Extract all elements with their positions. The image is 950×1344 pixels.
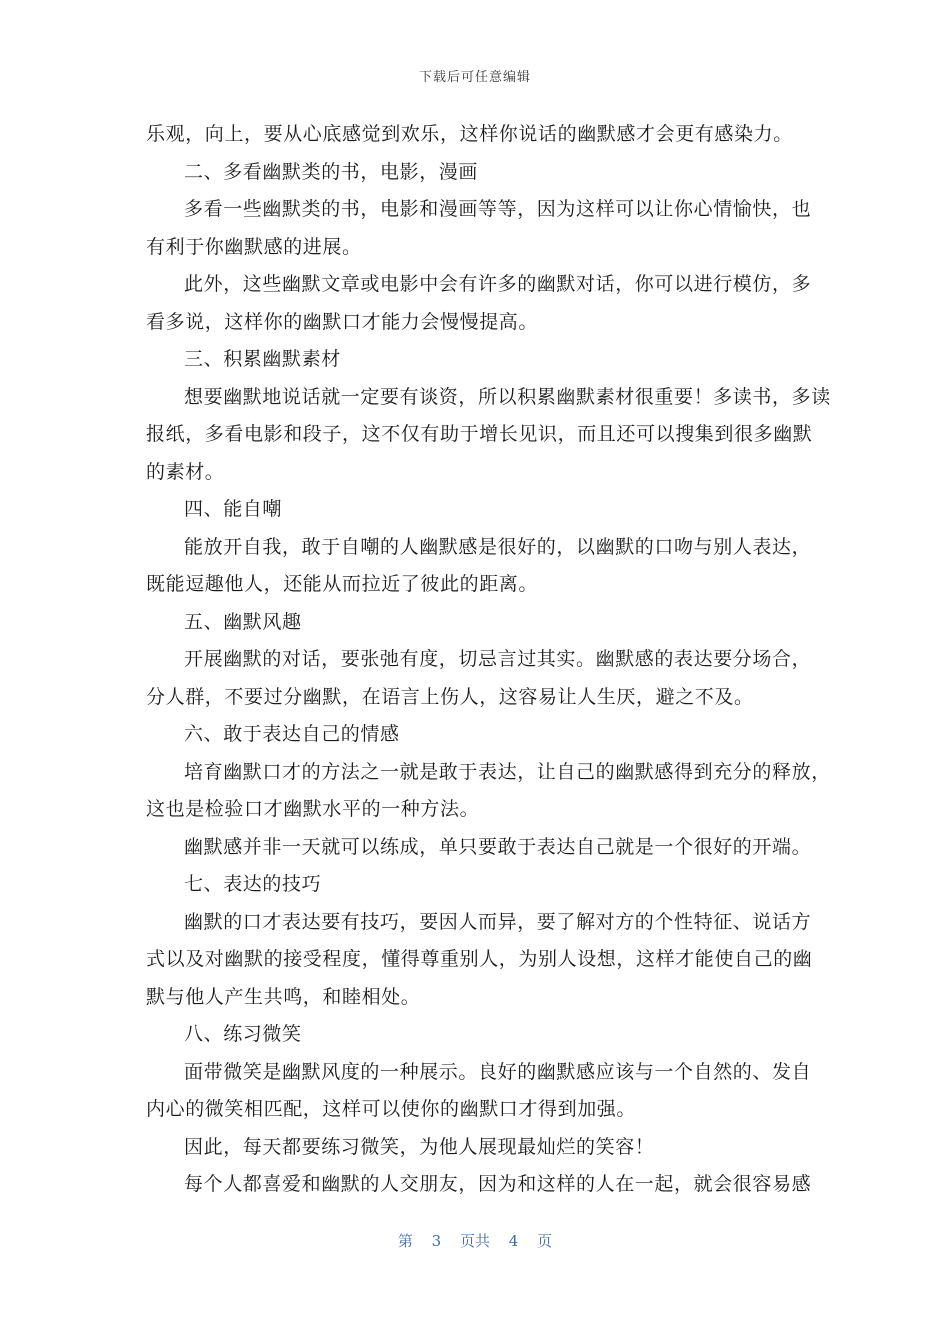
footer-suffix: 页: [537, 1232, 553, 1250]
footer-prefix: 第: [397, 1232, 413, 1250]
text-line: 式以及对幽默的接受程度，懂得尊重别人，为别人设想，这样才能使自己的幽: [146, 948, 813, 970]
footer-middle: 页共: [459, 1232, 490, 1250]
text-line: 幽默感并非一天就可以练成，单只要敢于表达自己就是一个很好的开端。: [184, 835, 812, 858]
text-line: 有利于你幽默感的进展。: [146, 235, 362, 258]
text-line: 内心的微笑相匹配，这样可以使你的幽默口才得到加强。: [146, 1098, 637, 1120]
text-line: 培育幽默口才的方法之一就是敢于表达，让自己的幽默感得到充分的释放，: [184, 760, 831, 783]
page-header: 下载后可任意编辑: [418, 70, 531, 85]
footer-total-pages: 4: [508, 1232, 519, 1250]
text-line: 七、表达的技巧: [184, 873, 322, 895]
text-line: 八、练习微笑: [184, 1023, 302, 1045]
text-line: 五、幽默风趣: [184, 610, 302, 633]
text-line: 开展幽默的对话，要张弛有度，切忌言过其实。幽默感的表达要分场合，: [184, 648, 812, 670]
page-footer: [0, 1230, 950, 1251]
text-line: 报纸，多看电影和段子，这不仅有助于增长见识，而且还可以搜集到很多幽默: [146, 423, 813, 445]
text-line: 四、能自嘲: [184, 498, 283, 520]
document-body: [146, 116, 831, 1204]
text-line: 这也是检验口才幽默水平的一种方法。: [146, 798, 480, 820]
text-line: 此外，这些幽默文章或电影中会有许多的幽默对话，你可以进行模仿，多: [184, 273, 812, 295]
text-line: 多看一些幽默类的书，电影和漫画等等，因为这样可以让你心情愉快，也: [184, 198, 812, 220]
text-line: 的素材。: [146, 460, 225, 483]
text-line: 二、多看幽默类的书，电影，漫画: [184, 160, 479, 183]
text-line: 分人群，不要过分幽默，在语言上伤人，这容易让人生厌，避之不及。: [146, 685, 754, 708]
text-line: 因此，每天都要练习微笑，为他人展现最灿烂的笑容！: [184, 1135, 655, 1158]
text-line: 既能逗趣他人，还能从而拉近了彼此的距离。: [146, 573, 539, 595]
text-line: 每个人都喜爱和幽默的人交朋友，因为和这样的人在一起，就会很容易感: [184, 1173, 812, 1195]
text-line: 想要幽默地说话就一定要有谈资，所以积累幽默素材很重要！多读书，多读: [184, 385, 831, 408]
text-line: 默与他人产生共鸣，和睦相处。: [146, 985, 421, 1008]
text-line: 三、积累幽默素材: [184, 348, 341, 370]
footer-current-page: 3: [431, 1232, 442, 1250]
text-line: 能放开自我，敢于自嘲的人幽默感是很好的，以幽默的口吻与别人表达，: [184, 535, 812, 558]
text-line: 面带微笑是幽默风度的一种展示。良好的幽默感应该与一个自然的、发自: [184, 1060, 812, 1083]
text-line: 六、敢于表达自己的情感: [184, 723, 400, 745]
text-line: 看多说，这样你的幽默口才能力会慢慢提高。: [146, 310, 539, 333]
text-line: 幽默的口才表达要有技巧，要因人而异，要了解对方的个性特征、说话方: [184, 910, 812, 933]
text-line: 乐观，向上，要从心底感觉到欢乐，这样你说话的幽默感才会更有感染力。: [146, 123, 793, 145]
